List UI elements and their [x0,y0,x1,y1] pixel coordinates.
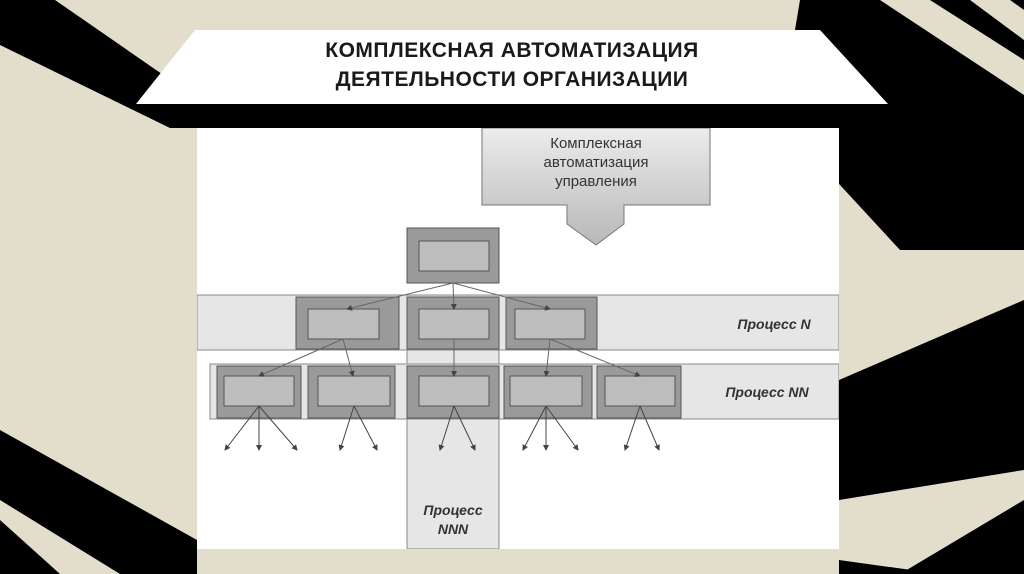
column-nnn-label-2: NNN [437,521,469,537]
top-arrow-label-3: управления [555,173,637,190]
process-diagram [197,128,839,549]
row-nn-box-5-inner [605,376,675,406]
row-n-label: Процесс N [737,316,811,332]
stripe-bottom-right [900,500,1024,574]
column-nnn-label-1: Процесс [423,502,483,518]
top-box-inner [419,241,489,271]
row-nn-box-3-inner [419,376,489,406]
row-n-box-2-inner [419,309,489,339]
slide-title [232,36,792,94]
row-nn-box-2-inner [318,376,390,406]
row-nn-box-1-inner [224,376,294,406]
title-line-1: КОМПЛЕКСНАЯ АВТОМАТИЗАЦИЯ [325,39,699,62]
top-arrow-label-2: автоматизация [543,154,649,171]
band-behind-banner [160,104,860,128]
stripe-right-middle [839,300,1024,500]
title-line-2: ДЕЯТЕЛЬНОСТИ ОРГАНИЗАЦИИ [335,68,689,91]
top-arrow-label-1: Комплексная [550,135,642,152]
row-n-box-1-inner [308,309,379,339]
row-nn-label: Процесс NN [725,384,809,400]
row-nn-box-4-inner [510,376,582,406]
row-n-box-3-inner [515,309,585,339]
diagram-panel [197,128,839,549]
